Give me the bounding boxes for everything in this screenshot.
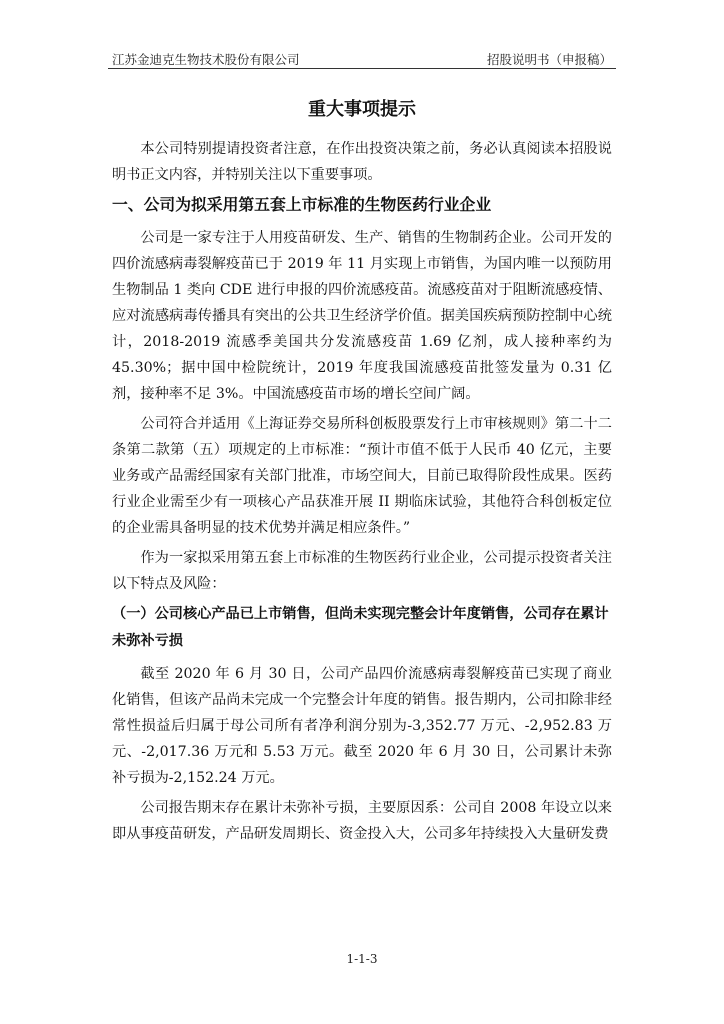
header-divider — [108, 68, 616, 69]
header-document-type: 招股说明书（申报稿） — [486, 52, 612, 67]
page-header — [112, 50, 612, 68]
body-paragraph: 截至 2020 年 6 月 30 日，公司产品四价流感病毒裂解疫苗已实现了商业化销售，但该产品尚未完成一个完整会计年度的销售。报告期内，公司扣除非经常性损益后归属于母公司所有者净利润分别为-3,352.77 万元、-2,952.83 万元、-2,017.36 万元和 5.53 万元。截至 2020 年 6 月 30 日，公司累计未弥补亏损为-2,152.24 万元。 — [112, 666, 612, 786]
page-title: 重大事项提示 — [308, 99, 416, 120]
intro-paragraph: 本公司特别提请投资者注意，在作出投资决策之前，务必认真阅读本招股说明书正文内容，并特别关注以下重要事项。 — [112, 141, 612, 183]
body-paragraph: 公司是一家专注于人用疫苗研发、生产、销售的生物制药企业。公司开发的四价流感病毒裂解疫苗已于 2019 年 11 月实现上市销售，为国内唯一以预防用生物制品 1 类向 CDE 进行申报的四价流感疫苗。流感疫苗对于阻断流感疫情、应对流感病毒传播具有突出的公共卫生经济学价值。据美国疾病预防控制中心统计，2018-2019 流感季美国共分发流感疫苗 1.69 亿剂，成人接种率约为 45.30%；据中国中检院统计，2019 年度我国流感疫苗批签发量为 0.31 亿剂，接种率不足 3%。中国流感疫苗市场的增长空间广阔。 — [112, 230, 612, 402]
body-paragraph: 公司报告期末存在累计未弥补亏损，主要原因系：公司自 2008 年设立以来即从事疫苗研发，产品研发周期长、资金投入大，公司多年持续投入大量研发费 — [112, 800, 612, 842]
page-number: 1-1-3 — [346, 952, 378, 966]
body-paragraph: 作为一家拟采用第五套上市标准的生物医药行业企业，公司提示投资者关注以下特点及风险： — [112, 550, 612, 592]
subsection-heading-1: （一）公司核心产品已上市销售，但尚未实现完整会计年度销售，公司存在累计未弥补亏损 — [112, 606, 609, 649]
header-company-name: 江苏金迪克生物技术股份有限公司 — [112, 52, 300, 67]
body-paragraph: 公司符合并适用《上海证券交易所科创板股票发行上市审核规则》第二十二条第二款第（五）项规定的上市标准：“预计市值不低于人民币 40 亿元，主要业务或产品需经国家有关部门批准，市场空间大，目前已取得阶段性成果。医药行业企业需至少有一项核心产品获准开展 II 期临床试验，其他符合科创板定位的企业需具备明显的技术优势并满足相应条件。” — [112, 416, 612, 536]
section-heading-1: 一、公司为拟采用第五套上市标准的生物医药行业企业 — [112, 195, 492, 214]
document-body — [112, 136, 612, 847]
